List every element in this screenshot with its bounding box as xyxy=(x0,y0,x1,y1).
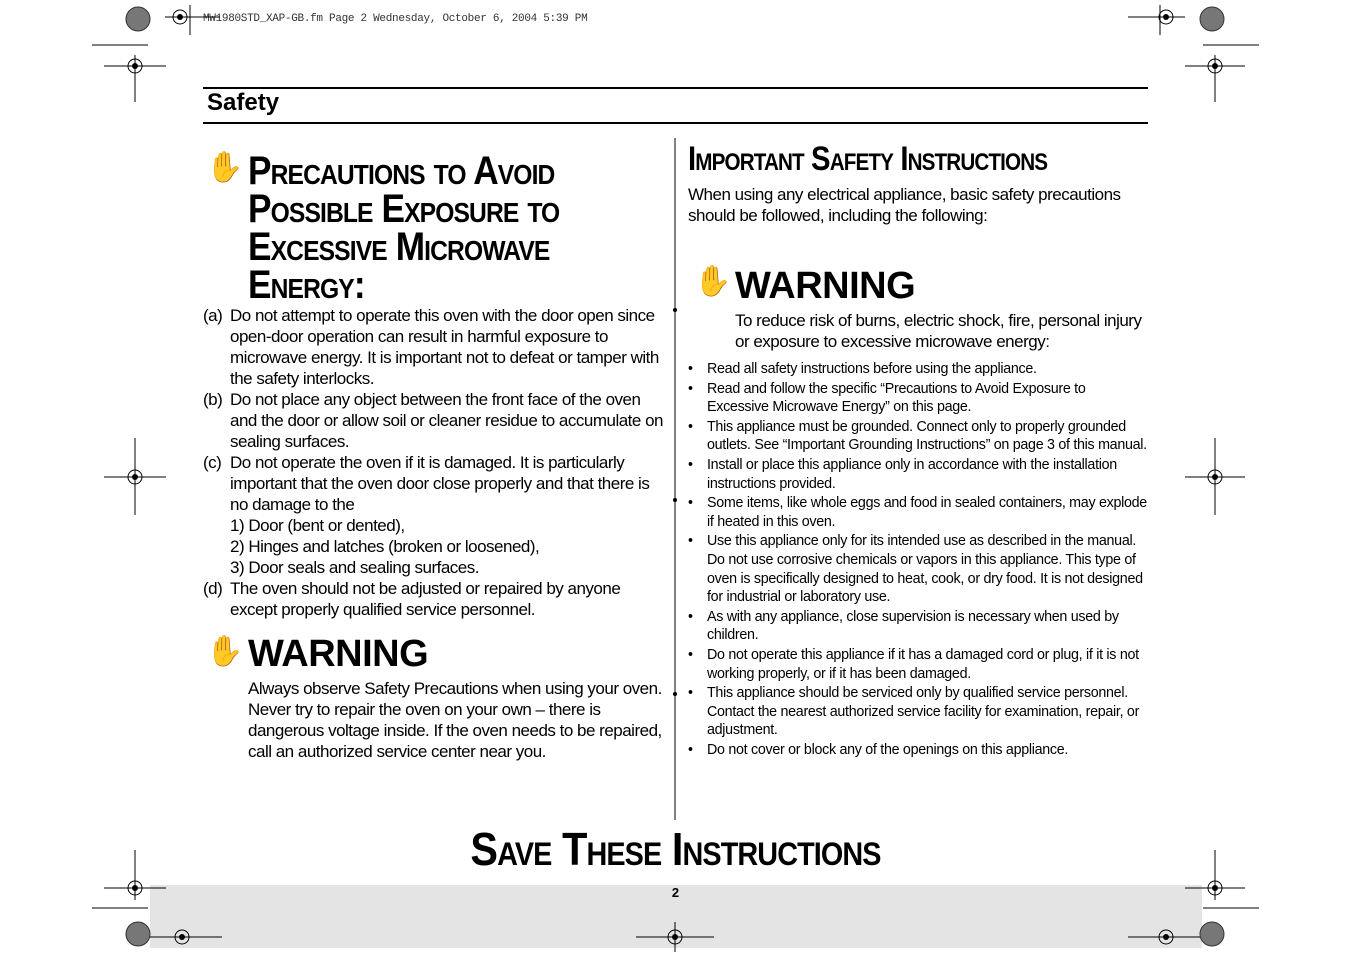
list-item: • This appliance should be serviced only by qualified service personnel. Contact the nearest authorized service facility for examination, repair, or adjustment. xyxy=(688,685,1140,739)
sub-item: 1) Door (bent or dented), xyxy=(230,516,405,535)
stop-hand-icon: ✋ xyxy=(206,635,244,668)
list-item: • Install or place this appliance only in accordance with the installation instructions provided. xyxy=(688,456,1117,492)
list-item: • Do not operate this appliance if it has a damaged cord or plug, if it is not working properly, or if it has been damaged. xyxy=(688,646,1139,682)
list-item: (d) The oven should not be adjusted or repaired by anyone except properly qualified service personnel. xyxy=(203,579,621,619)
warning-text: Always observe Safety Precautions when using your oven. Never try to repair the oven on your own – there is dangerous voltage inside. If the oven needs to be repaired, call an authorized service center near you. xyxy=(248,679,662,761)
list-item: • Do not cover or block any of the openings on this appliance. xyxy=(688,741,1069,758)
list-item: • Use this appliance only for its intended use as described in the manual. Do not use corrosive chemicals or vapors in this appliance. This type of oven is specifically designed to heat, cook, or dry food. It is not designed for industrial or laboratory use. xyxy=(688,533,1143,606)
section-rule xyxy=(203,122,1148,124)
intro-text: When using any electrical appliance, basic safety precautions should be followed, including the following: xyxy=(688,185,1121,225)
warning-title: WARNING xyxy=(248,633,429,675)
section-title: Safety xyxy=(207,89,280,116)
save-instructions-title: Save These Instructions xyxy=(470,823,881,875)
sub-item: 3) Door seals and sealing surfaces. xyxy=(230,558,479,577)
sub-item: 2) Hinges and latches (broken or loosened), xyxy=(230,537,540,556)
warning-text: To reduce risk of burns, electric shock, fire, personal injury or exposure to excessive microwave energy: xyxy=(735,311,1142,351)
file-header: MW1980STD_XAP-GB.fm Page 2 Wednesday, October 6, 2004 5:39 PM xyxy=(203,13,588,25)
list-item: (a) Do not attempt to operate this oven with the door open since open-door operation can result in harmful exposure to microwave energy. It is important not to defeat or tamper with the safety interlocks. xyxy=(203,306,659,388)
precautions-list xyxy=(203,305,663,620)
list-item: • Some items, like whole eggs and food in sealed containers, may explode if heated in this oven. xyxy=(688,495,1147,530)
page-number: 2 xyxy=(671,885,680,900)
list-item: • As with any appliance, close supervision is necessary when used by children. xyxy=(688,608,1119,644)
precautions-title: Precautions to Avoid Possible Exposure to Excessive Microwave Energy: xyxy=(248,149,560,307)
list-item: (c) Do not operate the oven if it is damaged. It is particularly important that the oven door close properly and that there is no damage to the xyxy=(203,453,650,514)
stop-hand-icon: ✋ xyxy=(694,265,732,298)
important-safety-title: Important Safety Instructions xyxy=(688,140,1048,178)
list-item: • Read all safety instructions before using the appliance. xyxy=(688,361,1037,377)
warning-title: WARNING xyxy=(735,265,916,307)
safety-bullets xyxy=(688,360,1148,760)
list-item: • This appliance must be grounded. Connect only to properly grounded outlets. See “Important Grounding Instructions” on page 3 of this manual. xyxy=(688,418,1147,454)
top-rule xyxy=(203,87,1148,89)
stop-hand-icon: ✋ xyxy=(206,151,244,184)
list-item: • Read and follow the specific “Precautions to Avoid Exposure to Excessive Microwave Energy” on this page. xyxy=(688,380,1086,416)
list-item: (b) Do not place any object between the front face of the oven and the door or allow soil or cleaner residue to accumulate on sealing surfaces. xyxy=(203,390,663,451)
